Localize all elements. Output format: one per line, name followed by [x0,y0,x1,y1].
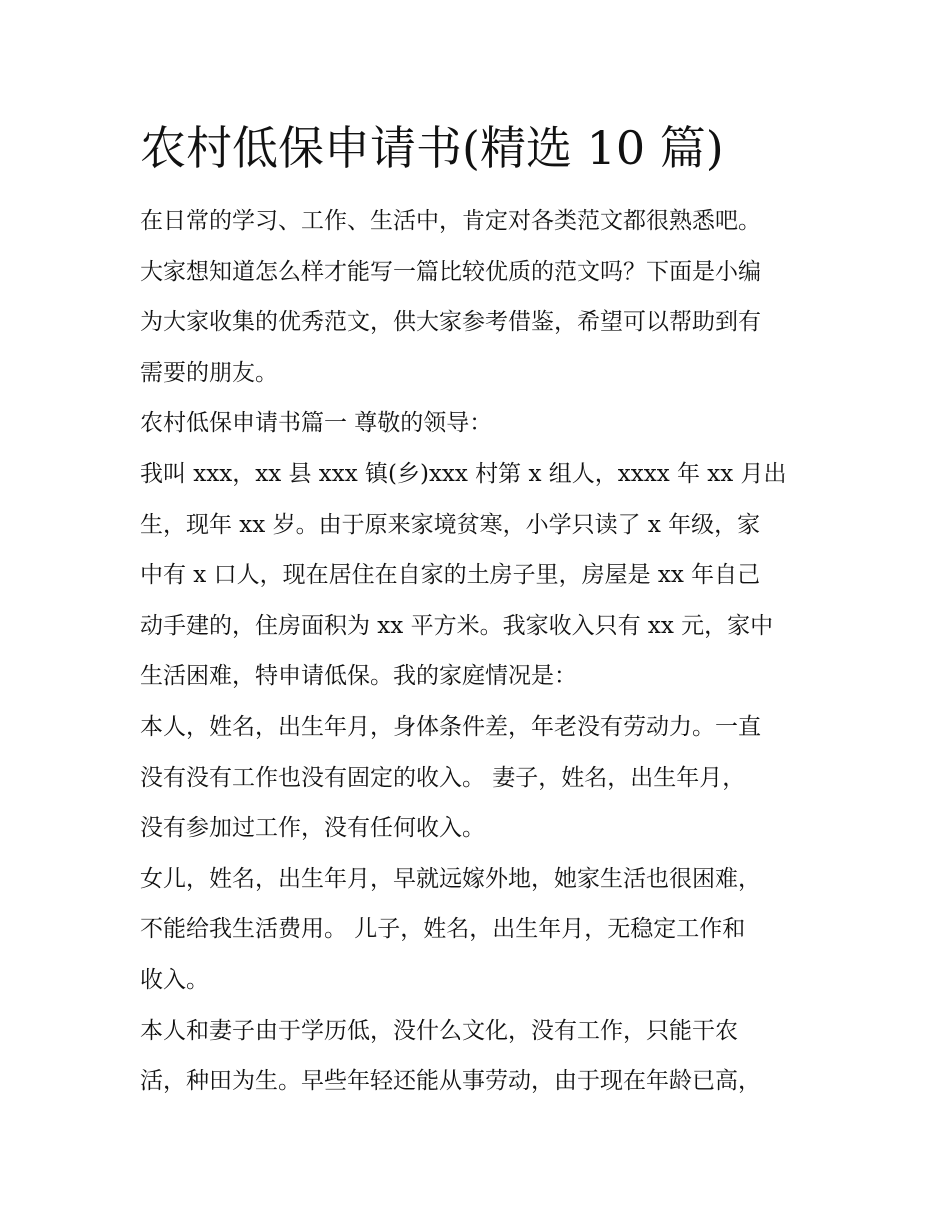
text-line: 大家想知道怎么样才能写一篇比较优质的范文吗？下面是小编 [140,258,761,285]
text-line: 中有 x 口人，现在居住在自家的土房子里，房屋是 xx 年自己 [140,562,761,589]
text-line: 本人和妻子由于学历低，没什么文化，没有工作，只能干农 [140,1017,738,1044]
text-line: 本人，姓名，出生年月，身体条件差，年老没有劳动力。一直 [140,713,761,740]
text-line: 生活困难，特申请低保。我的家庭情况是： [140,663,577,690]
text-line: 女儿，姓名，出生年月，早就远嫁外地，她家生活也很困难， [140,865,761,892]
document-title: 农村低保申请书(精选 10 篇) [140,121,724,175]
text-line: 为大家收集的优秀范文，供大家参考借鉴，希望可以帮助到有 [140,309,761,336]
text-line: 在日常的学习、工作、生活中，肯定对各类范文都很熟悉吧。 [140,208,761,234]
section-heading-line: 农村低保申请书篇一 尊敬的领导： [140,410,493,437]
text-line: 没有没有工作也没有固定的收入。 妻子，姓名，出生年月， [140,764,746,791]
text-line: 动手建的，住房面积为 xx 平方米。我家收入只有 xx 元，家中 [140,612,774,639]
text-line: 需要的朋友。 [140,359,278,386]
text-line: 收入。 [140,966,209,993]
document-body [140,196,830,1107]
text-line: 没有参加过工作，没有任何收入。 [140,815,485,842]
text-line: 生，现年 xx 岁。由于原来家境贫寒，小学只读了 x 年级，家 [140,511,761,538]
text-line: 不能给我生活费用。 儿子，姓名，出生年月，无稳定工作和 [140,916,746,943]
text-line: 我叫 xxx，xx 县 xxx 镇(乡)xxx 村第 x 组人，xxxx 年 xx 月出 [140,460,787,487]
text-line: 活，种田为生。早些年轻还能从事劳动，由于现在年龄已高， [140,1068,761,1095]
